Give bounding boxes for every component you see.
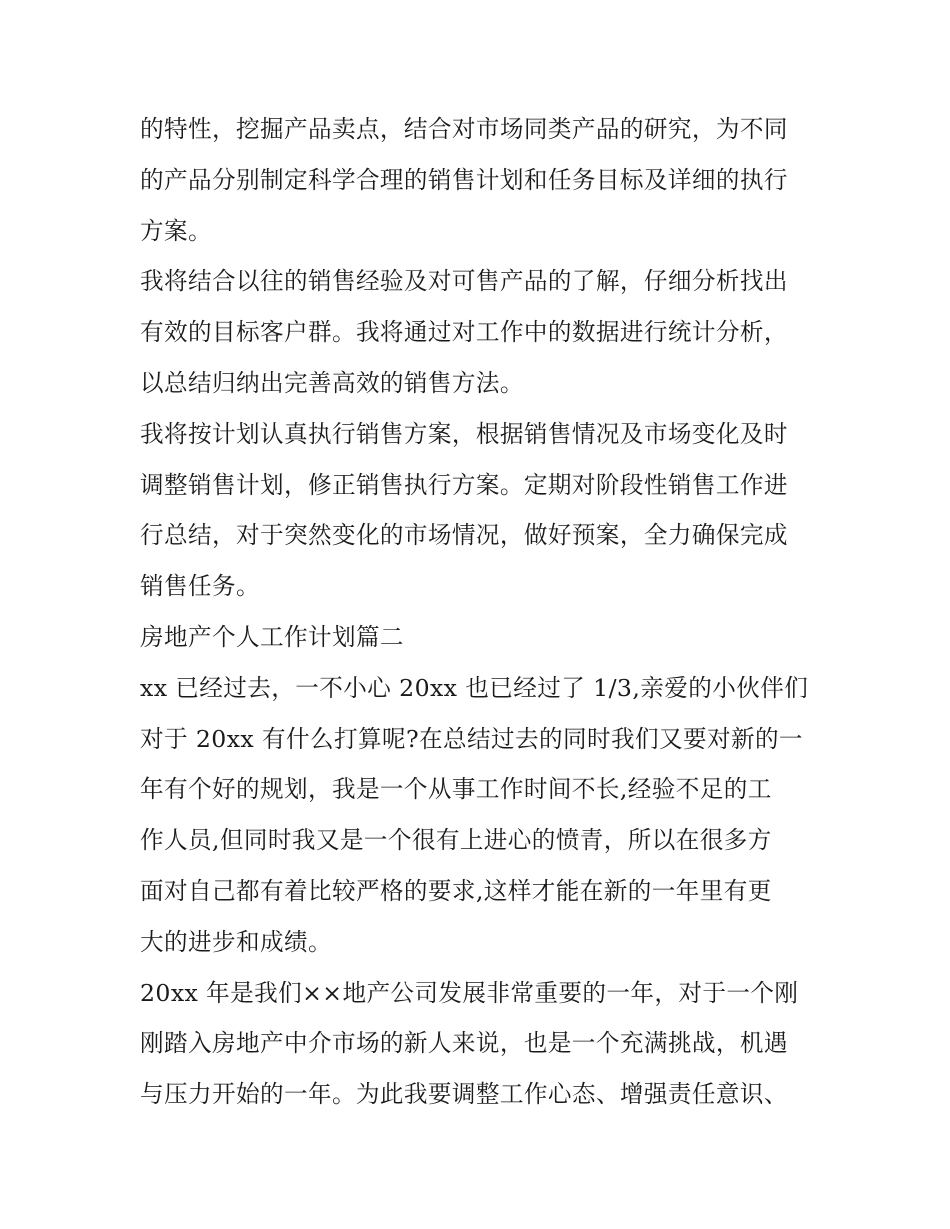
text-line: 我将结合以往的销售经验及对可售产品的了解，仔细分析找出 xyxy=(140,267,788,296)
section-heading: 房地产个人工作计划篇二 xyxy=(140,622,404,651)
text-line: 与压力开始的一年。为此我要调整工作心态、增强责任意识、 xyxy=(140,1080,788,1109)
text-line: 行总结，对于突然变化的市场情况，做好预案，全力确保完成 xyxy=(140,521,788,550)
text-line: 方案。 xyxy=(140,216,212,245)
text-line: 大的进步和成绩。 xyxy=(140,927,332,956)
text-line: 我将按计划认真执行销售方案，根据销售情况及市场变化及时 xyxy=(140,419,788,448)
text-line: 作人员,但同时我又是一个很有上进心的愤青，所以在很多方 xyxy=(140,826,772,855)
text-line: 的产品分别制定科学合理的销售计划和任务目标及详细的执行 xyxy=(140,165,788,194)
text-line: 的特性，挖掘产品卖点，结合对市场同类产品的研究，为不同 xyxy=(140,115,788,143)
document-body xyxy=(140,104,816,1120)
text-line: 年有个好的规划，我是一个从事工作时间不长,经验不足的工 xyxy=(140,775,772,804)
text-line: 有效的目标客户群。我将通过对工作中的数据进行统计分析， xyxy=(140,318,788,347)
text-line: 以总结归纳出完善高效的销售方法。 xyxy=(140,368,524,397)
text-line: 刚踏入房地产中介市场的新人来说，也是一个充满挑战，机遇 xyxy=(140,1029,788,1058)
text-line: 面对自己都有着比较严格的要求,这样才能在新的一年里有更 xyxy=(140,876,772,905)
text-line: 调整销售计划，修正销售执行方案。定期对阶段性销售工作进 xyxy=(140,470,788,499)
text-line: 20xx 年是我们××地产公司发展非常重要的一年，对于一个刚 xyxy=(140,978,799,1007)
text-line: xx 已经过去，一不小心 20xx 也已经过了 1/3,亲爱的小伙伴们 xyxy=(140,673,809,702)
text-line: 销售任务。 xyxy=(140,572,260,601)
text-line: 对于 20xx 有什么打算呢?在总结过去的同时我们又要对新的一 xyxy=(140,724,803,753)
